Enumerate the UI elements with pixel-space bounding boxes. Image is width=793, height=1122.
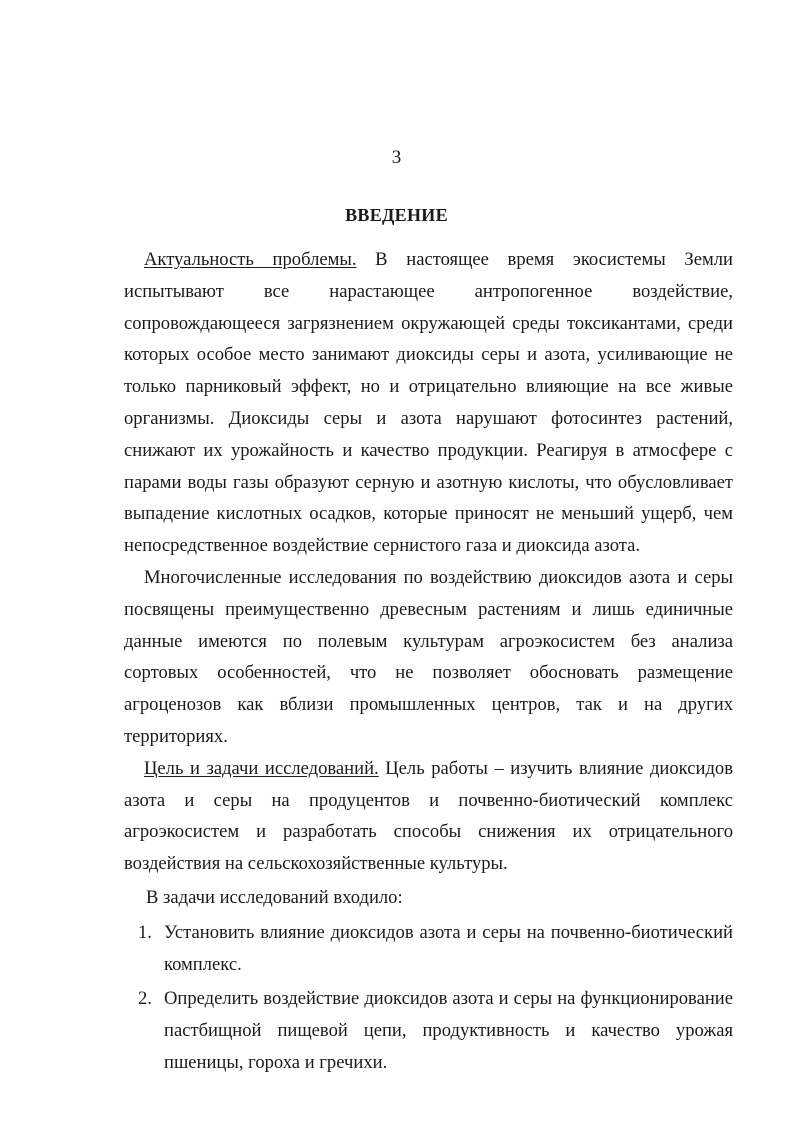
paragraph-text-research-state: Многочисленные исследования по воздействию диоксидов азота и серы посвящены преимущественно древесным растениям и лишь единичные данные имеются по полевым культурам агроэкосистем без анализа сортовых особенностей, что не позволяет обосновать размещение агроценозов как вблизи промышленных центров, так и на других территориях. [124, 566, 733, 747]
list-item [124, 917, 733, 981]
list-item-number: 2. [138, 988, 152, 1010]
paragraph-research-state [124, 562, 733, 753]
page-number: 3 [391, 147, 402, 168]
list-item-text: Определить воздействие диоксидов азота и серы на функционирование пастбищной пищевой цепи, продуктивность и качество урожая пшеницы, гороха и гречихи. [164, 988, 733, 1073]
document-body [124, 244, 733, 1082]
tasks-intro: В задачи исследований входило: [146, 886, 403, 908]
paragraph-goals [124, 753, 733, 880]
tasks-list [124, 917, 733, 1079]
paragraph-relevance [124, 244, 733, 562]
paragraph-text-goals: Цель работы – изучить влияние диоксидов азота и серы на продуцентов и почвенно-биотический комплекс агроэкосистем и разработать способы снижения их отрицательного воздействия на сельскохозяйственные культуры. [124, 757, 733, 875]
list-item-number: 1. [138, 921, 152, 943]
paragraph-text-relevance: В настоящее время экосистемы Земли испытывают все нарастающее антропогенное воздействие, сопровождающееся загрязнением окружающей среды токсикантами, среди которых особое место занимают диоксиды серы и азота, усиливающие не только парниковый эффект, но и отрицательно влияющие на все живые организмы. Диоксиды серы и азота нарушают фотосинтез растений, снижают их урожайность и качество продукции. Реагируя в атмосфере с парами воды газы образуют серную и азотную кислоты, что обусловливает выпадение кислотных осадков, которые приносят не меньший ущерб, чем непосредственное воздействие сернистого газа и диоксида азота. [124, 249, 733, 557]
list-item [124, 983, 733, 1078]
paragraph-label-relevance: Актуальность проблемы. [144, 249, 357, 270]
section-heading: ВВЕДЕНИЕ [345, 205, 448, 225]
paragraph-label-goals: Цель и задачи исследований. [144, 757, 379, 779]
list-item-text: Установить влияние диоксидов азота и серы на почвенно-биотический комплекс. [164, 921, 733, 975]
